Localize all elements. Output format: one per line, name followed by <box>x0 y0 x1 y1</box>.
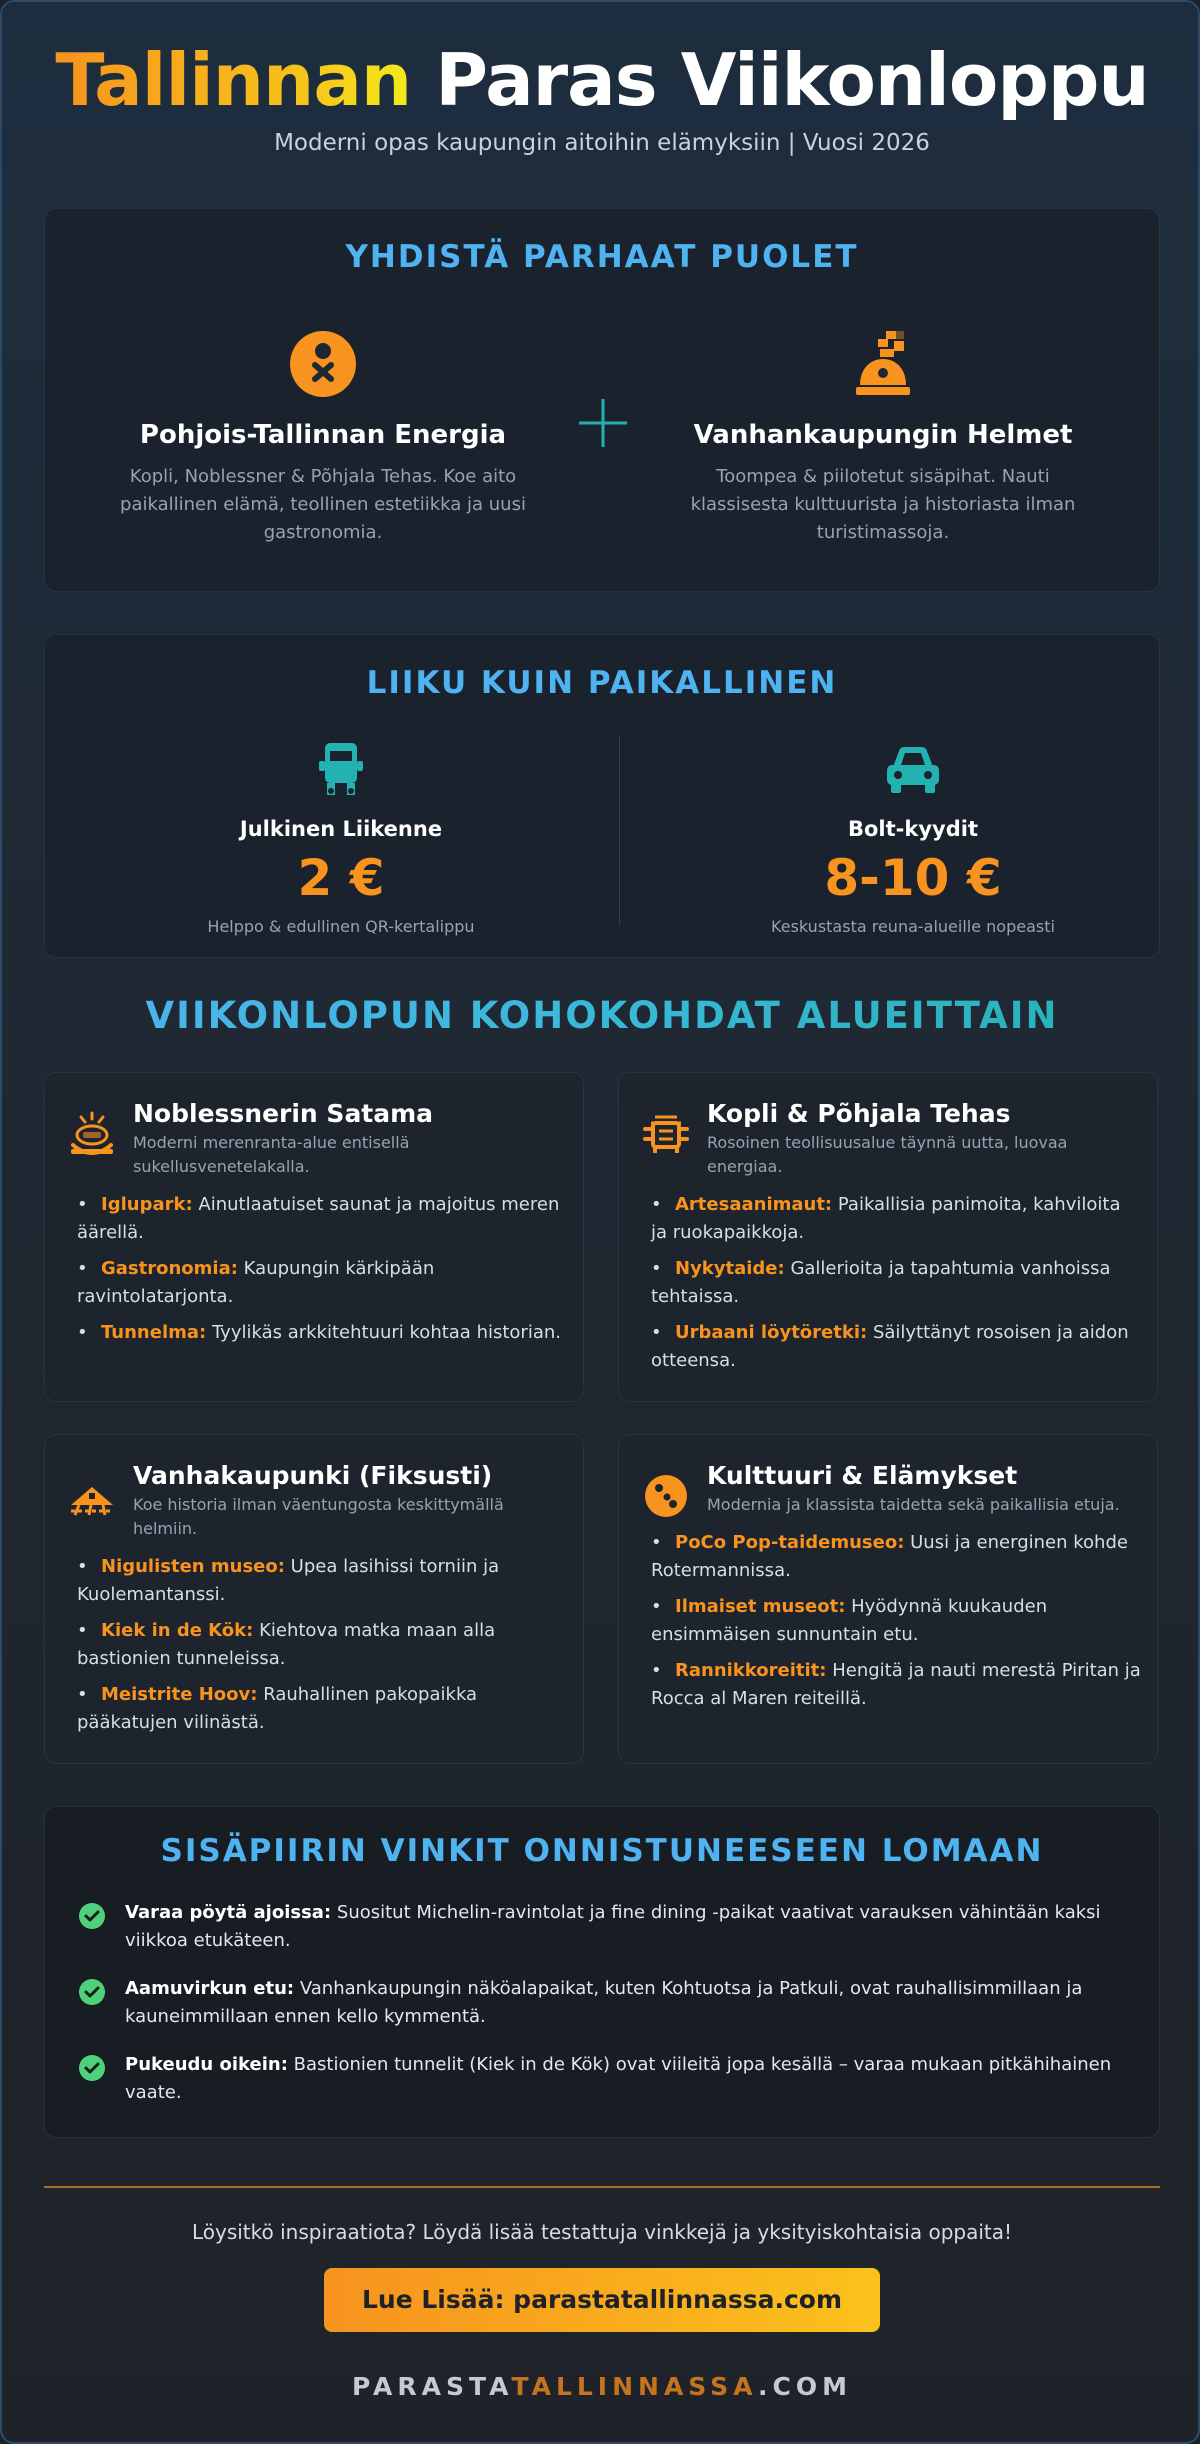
footer-text: Löysitkö inspiraatiota? Löydä lisää testattuja vinkkejä ja yksityiskohtaisia oppaita! <box>191 2220 1013 2244</box>
area-tagline: Rosoinen teollisuusalue täynnä uutta, luovaa energiaa. <box>707 1133 1068 1176</box>
list-item: • Kiek in de Kök: Kiehtova matka maan alla bastionien tunneleissa. <box>77 1620 496 1669</box>
list-item: • Iglupark: Ainutlaatuiset saunat ja majoitus meren äärellä. <box>77 1194 560 1243</box>
item-label: Urbaani löytöretki: <box>675 1322 868 1343</box>
combo-desc: Toompea & piilotetut sisäpihat. Nauti klassisesta kulttuurista ja historiasta ilman turistimassoja. <box>690 466 1076 543</box>
area-name: Vanhakaupunki (Fiksusti) <box>133 1461 493 1490</box>
area-card-noblessner <box>44 1072 584 1402</box>
anchor-icon <box>67 1109 117 1159</box>
person-icon <box>288 329 358 399</box>
area-name: Kulttuuri & Elämykset <box>707 1461 1018 1490</box>
highlights-title: VIIKONLOPUN KOHOKOHDAT ALUEITTAIN <box>2 994 1200 1037</box>
item-text: Kiehtova matka maan alla bastionien tunneleissa. <box>77 1620 496 1669</box>
item-label: Nykytaide: <box>675 1258 785 1279</box>
combo-desc: Kopli, Noblessner & Põhjala Tehas. Koe aito paikallinen elämä, teollinen estetiikka ja uusi gastronomia. <box>120 466 526 543</box>
list-item: • Ilmaiset museot: Hyödynnä kuukauden ensimmäisen sunnuntain etu. <box>651 1596 1048 1645</box>
transport-price: 2 € <box>297 849 385 907</box>
transport-title: LIIKU KUIN PAIKALLINEN <box>366 665 838 701</box>
area-card-old-town <box>44 1434 584 1764</box>
tip-text <box>125 2051 1135 2107</box>
transport-section <box>44 634 1160 958</box>
item-text: Upea lasihissi torniin ja Kuolemantanssi. <box>77 1556 500 1605</box>
tip-body: Bastionien tunnelit (Kiek in de Kök) ovat viileitä jopa kesällä – varaa mukaan pitkähihainen vaate. <box>125 2054 1112 2103</box>
chess-rook-icon <box>848 329 918 399</box>
item-label: Kiek in de Kök: <box>101 1620 254 1641</box>
car-icon <box>883 739 943 799</box>
area-list <box>651 1529 1141 1721</box>
plus-icon <box>575 395 631 451</box>
tip-label: Aamuvirkun etu: <box>125 1978 295 1999</box>
transport-note: Helppo & edullinen QR-kertalippu <box>207 917 475 936</box>
transport-public <box>141 739 541 936</box>
combine-section <box>44 208 1160 592</box>
brand-part: TALLINNASSA <box>511 2372 759 2401</box>
check-circle-icon <box>79 1903 105 1929</box>
area-list <box>651 1191 1141 1383</box>
item-text: Paikallisia panimoita, kahviloita ja ruokapaikkoja. <box>651 1194 1121 1243</box>
item-text: Rauhallinen pakopaikka pääkatujen vilinästä. <box>77 1684 478 1733</box>
brand-part: .COM <box>758 2372 852 2401</box>
item-label: Tunnelma: <box>101 1322 207 1343</box>
list-item: • Tunnelma: Tyylikäs arkkitehtuuri kohtaa historian. <box>77 1322 561 1343</box>
item-label: PoCo Pop-taidemuseo: <box>675 1532 905 1553</box>
page-subtitle: Moderni opas kaupungin aitoihin elämyksiin | Vuosi 2026 <box>274 130 930 156</box>
combo-old-town <box>673 329 1093 547</box>
read-more-button[interactable]: Lue Lisää: parastatallinnassa.com <box>324 2268 880 2332</box>
area-name: Noblessnerin Satama <box>133 1099 434 1128</box>
tram-icon <box>311 739 371 799</box>
list-item: • Nigulisten museo: Upea lasihissi torniin ja Kuolemantanssi. <box>77 1556 500 1605</box>
list-item: • Gastronomia: Kaupungin kärkipään ravintolatarjonta. <box>77 1258 435 1307</box>
transport-bolt <box>713 739 1113 936</box>
item-text: Ainutlaatuiset saunat ja majoitus meren äärellä. <box>77 1194 560 1243</box>
transport-divider <box>619 735 620 925</box>
item-text: Gallerioita ja tapahtumia vanhoissa tehtaissa. <box>651 1258 1111 1307</box>
area-list <box>77 1191 567 1355</box>
area-name: Kopli & Põhjala Tehas <box>707 1099 1011 1128</box>
combine-title: YHDISTÄ PARHAAT PUOLET <box>345 239 859 275</box>
item-label: Rannikkoreitit: <box>675 1660 827 1681</box>
landmark-icon <box>67 1471 117 1521</box>
item-label: Nigulisten museo: <box>101 1556 285 1577</box>
combo-north-tallinn <box>113 329 533 547</box>
check-circle-icon <box>79 2055 105 2081</box>
tip-text <box>125 1975 1135 2031</box>
transport-price: 8-10 € <box>824 849 1002 907</box>
area-card-culture <box>618 1434 1158 1764</box>
transport-note: Keskustasta reuna-alueille nopeasti <box>771 917 1055 936</box>
area-tagline: Moderni merenranta-alue entisellä sukellusvenetelakalla. <box>133 1133 410 1176</box>
item-label: Gastronomia: <box>101 1258 238 1279</box>
list-item: • Nykytaide: Gallerioita ja tapahtumia vanhoissa tehtaissa. <box>651 1258 1111 1307</box>
item-text: Hengitä ja nauti merestä Piritan ja Rocca al Maren reiteillä. <box>651 1660 1141 1709</box>
list-item: • Meistrite Hoov: Rauhallinen pakopaikka pääkatujen vilinästä. <box>77 1684 478 1733</box>
tip-label: Varaa pöytä ajoissa: <box>125 1902 332 1923</box>
industry-icon <box>641 1109 691 1159</box>
title-rest: Paras Viikonloppu <box>435 38 1149 122</box>
item-label: Ilmaiset museot: <box>675 1596 846 1617</box>
brand-part: PARASTA <box>351 2372 512 2401</box>
item-text: Kaupungin kärkipään ravintolatarjonta. <box>77 1258 435 1307</box>
palette-icon <box>641 1471 691 1521</box>
title-accent: Tallinnan <box>55 38 412 122</box>
check-circle-icon <box>79 1979 105 2005</box>
tip-body: Vanhankaupungin näköalapaikat, kuten Kohtuotsa ja Patkuli, ovat rauhallisimmillaan ja kauneimmillaan ennen kello kymmentä. <box>125 1978 1083 2027</box>
tip-body: Suositut Michelin-ravintolat ja fine dining -paikat vaativat varauksen vähintään kaksi viikkoa etukäteen. <box>125 1902 1101 1951</box>
list-item: • Rannikkoreitit: Hengitä ja nauti merestä Piritan ja Rocca al Maren reiteillä. <box>651 1660 1141 1709</box>
item-text: Säilyttänyt rosoisen ja aidon otteensa. <box>651 1322 1129 1371</box>
item-label: Artesaanimaut: <box>675 1194 833 1215</box>
list-item: • Urbaani löytöretki: Säilyttänyt rosoisen ja aidon otteensa. <box>651 1322 1129 1371</box>
area-tagline: Modernia ja klassista taidetta sekä paikallisia etuja. <box>707 1495 1120 1514</box>
area-tagline: Koe historia ilman väentungosta keskittymällä helmiin. <box>133 1495 504 1538</box>
tip-label: Pukeudu oikein: <box>125 2054 288 2075</box>
area-list <box>77 1553 567 1745</box>
item-label: Meistrite Hoov: <box>101 1684 258 1705</box>
item-text: Uusi ja energinen kohde Rotermannissa. <box>651 1532 1128 1581</box>
item-text: Tyylikäs arkkitehtuuri kohtaa historian. <box>211 1322 561 1343</box>
list-item: • Artesaanimaut: Paikallisia panimoita, kahviloita ja ruokapaikkoja. <box>651 1194 1121 1243</box>
tips-title: SISÄPIIRIN VINKIT ONNISTUNEESEEN LOMAAN <box>160 1833 1044 1869</box>
combo-name: Pohjois-Tallinnan Energia <box>139 420 507 450</box>
transport-name: Julkinen Liikenne <box>239 817 443 841</box>
item-label: Iglupark: <box>101 1194 193 1215</box>
area-card-kopli <box>618 1072 1158 1402</box>
list-item: • PoCo Pop-taidemuseo: Uusi ja energinen kohde Rotermannissa. <box>651 1532 1128 1581</box>
brand-wordmark <box>2 2372 1200 2401</box>
tip-text <box>125 1899 1135 1955</box>
tips-section <box>44 1806 1160 2138</box>
item-text: Hyödynnä kuukauden ensimmäisen sunnuntain etu. <box>651 1596 1048 1645</box>
transport-name: Bolt-kyydit <box>848 817 978 841</box>
combo-name: Vanhankaupungin Helmet <box>693 420 1073 450</box>
page-title <box>2 38 1200 122</box>
footer-divider <box>44 2186 1160 2188</box>
